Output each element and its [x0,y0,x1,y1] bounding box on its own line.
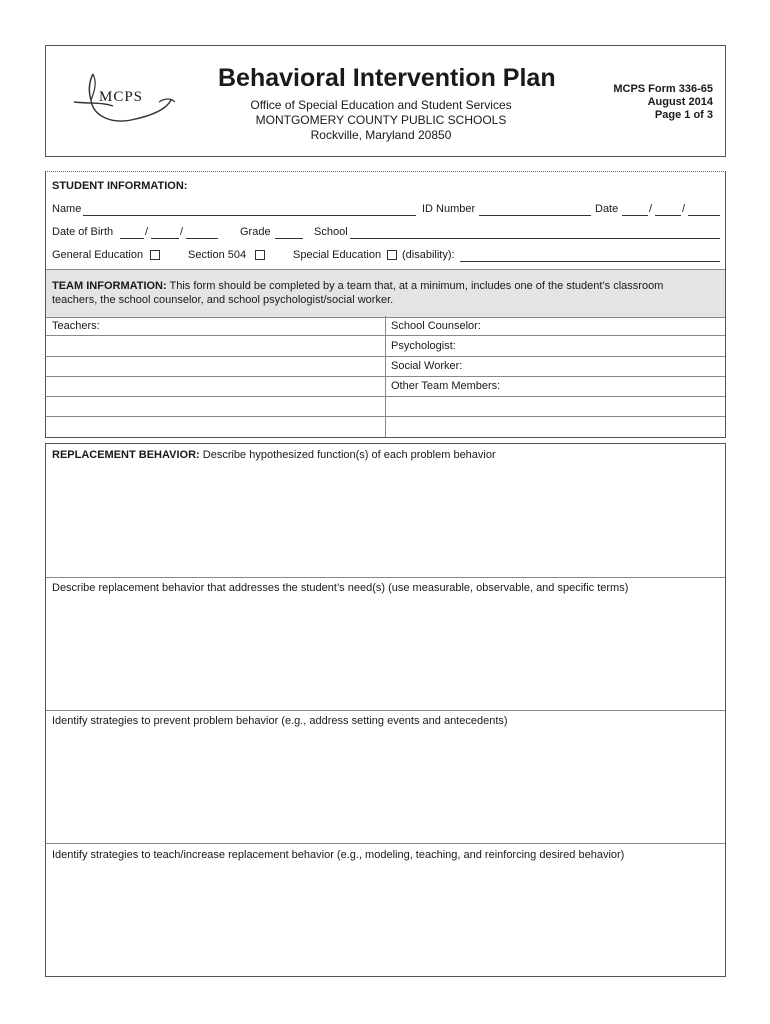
replacement-heading-row [52,449,496,461]
date-label: Date [595,203,619,215]
date-month-field[interactable] [622,215,648,216]
team-grid-line [46,396,725,397]
social-worker-label: Social Worker: [391,360,463,372]
school-field[interactable] [350,238,720,239]
team-grid-line [46,356,725,357]
page-indicator: Page 1 of 3 [654,109,713,121]
mcps-logo [71,68,181,128]
grade-label: Grade [240,226,271,238]
name-field[interactable] [83,215,416,216]
header-box [45,45,726,157]
team-grid-line [46,416,725,417]
school-label: School [314,226,348,238]
grade-field[interactable] [275,238,303,239]
team-info-heading: TEAM INFORMATION: [52,280,167,292]
prevention-response-area[interactable] [46,732,725,842]
dob-month-field[interactable] [120,238,144,239]
id-number-field[interactable] [479,215,591,216]
section-divider [46,710,725,711]
page-title: Behavioral Intervention Plan [218,64,556,92]
replacement-prompt-1: Describe hypothesized function(s) of each problem behavior [202,449,496,461]
name-label: Name [52,203,82,215]
replacement-prompt-3: Identify strategies to prevent problem behavior (e.g., address setting events and antecedents) [52,715,508,727]
team-info-text [52,280,663,292]
student-info-section [45,171,726,438]
general-education-checkbox[interactable] [150,250,160,260]
date-year-field[interactable] [688,215,720,216]
dob-slash-1: / [145,226,149,238]
school-counselor-label: School Counselor: [391,320,481,332]
psychologist-label: Psychologist: [391,340,456,352]
student-info-heading: STUDENT INFORMATION: [52,180,188,192]
dob-year-field[interactable] [186,238,218,239]
dob-day-field[interactable] [151,238,179,239]
office-line: Office of Special Education and Student Services [250,98,512,112]
dob-slash-2: / [180,226,184,238]
team-grid-line [46,335,725,336]
city-line: Rockville, Maryland 20850 [310,128,452,142]
county-line: MONTGOMERY COUNTY PUBLIC SCHOOLS [255,113,507,127]
section-divider [46,843,725,844]
replacement-heading: REPLACEMENT BEHAVIOR: [52,449,200,461]
date-slash-1: / [649,203,653,215]
section-504-label: Section 504 [188,249,247,261]
date-day-field[interactable] [655,215,681,216]
disability-field[interactable] [460,261,720,262]
team-info-line1: This form should be completed by a team that, at a minimum, includes one of the student’s classroom [169,280,664,292]
teaching-response-area[interactable] [46,866,725,974]
other-team-members-label: Other Team Members: [391,380,501,392]
team-info-line2: teachers, the school counselor, and school psychologist/social worker. [52,294,394,306]
general-education-label: General Education [52,249,144,261]
special-education-label: Special Education [293,249,382,261]
form-date: August 2014 [647,96,713,108]
function-response-area[interactable] [46,466,725,576]
section-504-checkbox[interactable] [255,250,265,260]
section-divider [46,577,725,578]
form-number: MCPS Form 336-65 [613,83,713,95]
replacement-behavior-section [45,443,726,977]
teachers-label: Teachers: [52,320,100,332]
replacement-prompt-4: Identify strategies to teach/increase replacement behavior (e.g., modeling, teaching, and reinforcing desired behavior) [52,849,625,861]
dob-label: Date of Birth [52,226,114,238]
id-number-label: ID Number [422,203,476,215]
replacement-prompt-2: Describe replacement behavior that addresses the student’s need(s) (use measurable, observable, and specific terms) [52,582,629,594]
replacement-response-area[interactable] [46,599,725,709]
date-slash-2: / [682,203,686,215]
logo-text: MCPS [99,89,144,105]
disability-label: (disability): [402,249,455,261]
special-education-checkbox[interactable] [387,250,397,260]
team-grid-line [46,376,725,377]
